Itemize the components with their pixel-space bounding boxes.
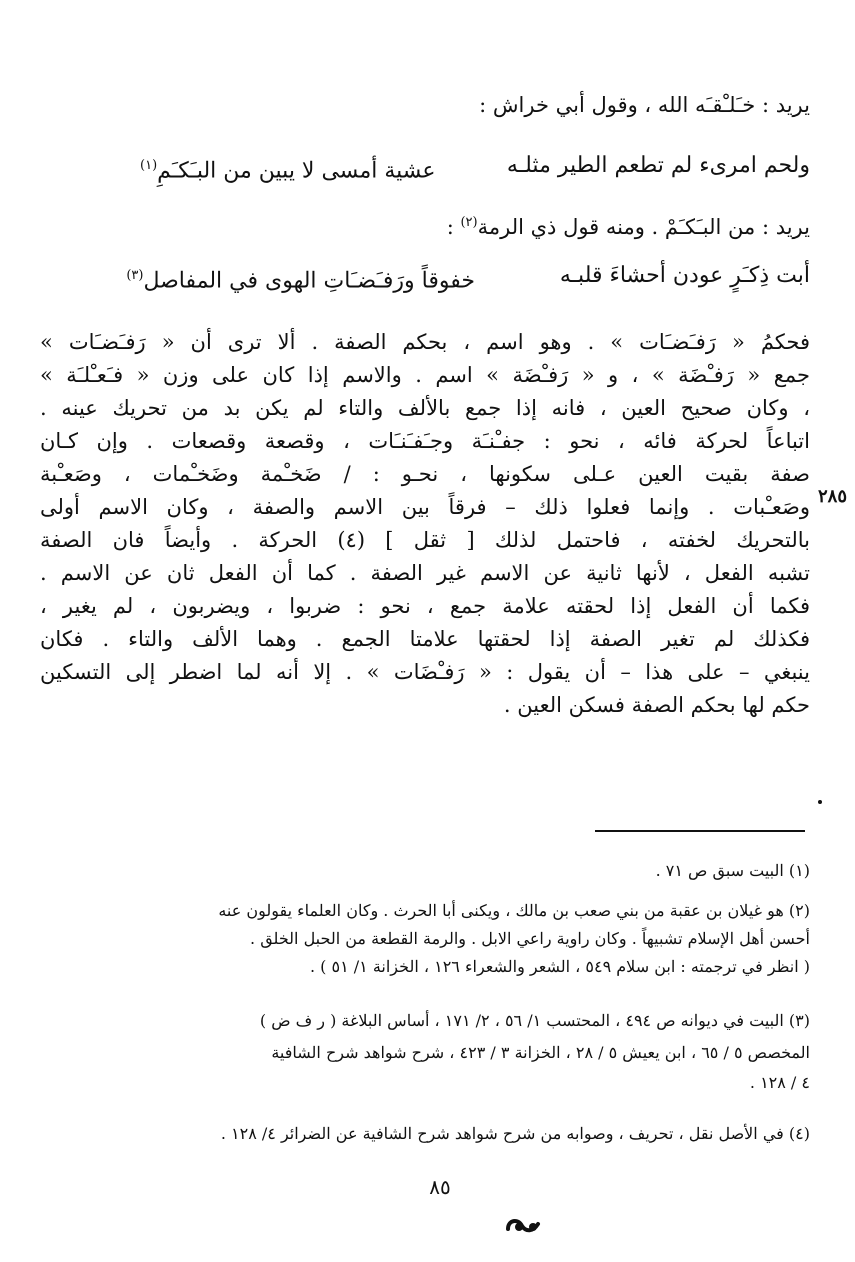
paragraph-line: جمع « رَفـْضَة » ، و « رَفـْضَة » اسم . والاسم إذا كان على وزن « فـَعـْلـَة » [40, 363, 810, 387]
paragraph-line: ينبغي – على هذا – أن يقول : « رَفـْضَات » . إلا أنه لما اضطر إلى التسكين [40, 660, 810, 684]
paragraph-line: فحكمُ « رَفـَضـَات » . وهو اسم ، بحكم الصفة . ألا ترى أن « رَفـَضـَات » [40, 330, 810, 354]
verse-1-second-hemistich-text: عشية أمسى لا يبين من البـَكـَمِ [157, 158, 436, 184]
paragraph-line: صفة بقيت العين عـلى سكونها ، نحـو : / ضَخـْمة وضَخـْمات ، وصَعـْبة [40, 462, 810, 486]
footnote-marker-3: (٣) [126, 268, 144, 283]
intro-line-2-suffix: : [446, 215, 454, 239]
paragraph-line: وصَعـْبات . وإنما فعلوا ذلك – فرقاً بين الاسم والصفة ، وكان الاسم أولى [40, 495, 810, 519]
footnote-2-line-1: (٢) هو غيلان بن عقبة من بني صعب بن مالك ، ويكنى أبا الحرث . وكان العلماء يقولون عنه [218, 901, 810, 920]
stamp-mark [500, 1212, 546, 1238]
footnote-4: (٤) في الأصل نقل ، تحريف ، وصوابه من شرح شواهد شرح الشافية عن الضرائر ٤/ ١٢٨ . [220, 1124, 810, 1143]
footnote-1: (١) البيت سبق ص ٧١ . [655, 861, 810, 880]
paragraph-line: اتباعاً لحركة فائه ، نحو : جفـْنـَة وجـَفـَنـَات ، وقصعة وقصعات . وإن كـان [40, 429, 810, 453]
footnote-marker-2: (٢) [460, 215, 478, 230]
verse-1-second-hemistich [140, 150, 455, 187]
verse-2-second-hemistich [126, 260, 475, 297]
main-paragraph [40, 326, 810, 722]
verse-2-first-hemistich: أبت ذِكـَرٍ عودن أحشاءَ قلبـه [559, 263, 810, 288]
footnote-3-line-1: (٣) البيت في ديوانه ص ٤٩٤ ، المحتسب ١/ ٥٦ ، ٢/ ١٧١ ، أساس البلاغة ( ر ف ض ) [259, 1011, 810, 1030]
paragraph-line: بالتحريك لخفته ، فاحتمل لذلك [ ثقل ] (٤) الحركة . وأيضاً فان الصفة [40, 528, 810, 552]
footnote-3-line-3: ٤ / ١٢٨ . [749, 1073, 810, 1092]
stray-dot [818, 800, 822, 804]
paragraph-line: فكما أن الفعل إذا لحقته علامة جمع ، نحو : ضربوا ، ويضربون ، لم يغير ، [40, 594, 810, 618]
intro-line-2-prefix: يريد : من البـَكـَمْ . ومنه قول ذي الرمة [477, 215, 810, 239]
verse-2-second-hemistich-text: خفوقاً ورَفـَضـَاتِ الهوى في المفاصل [143, 268, 475, 294]
footnote-2-line-3: ( انظر في ترجمته : ابن سلام ٥٤٩ ، الشعر والشعراء ١٢٦ ، الخزانة ١/ ٥١ ) . [309, 957, 810, 976]
margin-number: ٢٨٥ [818, 486, 848, 507]
paragraph-line: فكذلك لم تغير الصفة إذا لحقتها علامتا الجمع . وهما الألف والتاء . فكان [40, 627, 810, 651]
paragraph-line: ، وكان صحيح العين ، فانه إذا جمع بالألف والتاء لم يكن بد من تحريك عينه . [40, 396, 810, 420]
footnote-2-line-2: أحسن أهل الإسلام تشبيهاً . وكان راوية راعي الابل . والرمة القطعة من الحبل الخلق . [250, 929, 810, 948]
footnote-marker-1: (١) [140, 158, 158, 173]
footnote-divider [595, 830, 805, 832]
verse-1-first-hemistich: ولحم امرىء لم تطعم الطير مثلـه [506, 153, 810, 178]
page-number: ٨٥ [429, 1175, 451, 1199]
footnote-3-line-2: المخصص ٥ / ٦٥ ، ابن يعيش ٥ / ٢٨ ، الخزانة ٣ / ٤٢٣ ، شرح شواهد شرح الشافية [271, 1043, 810, 1062]
intro-line-1: يريد : خـَلـْقـَه الله ، وقول أبي خراش : [479, 93, 810, 117]
intro-line-2 [50, 208, 810, 242]
paragraph-line: تشبه الفعل ، لأنها ثانية عن الاسم غير الصفة . كما أن الفعل ثان عن الاسم . [40, 561, 810, 585]
paragraph-line: حكم لها بحكم الصفة فسكن العين . [503, 693, 810, 717]
